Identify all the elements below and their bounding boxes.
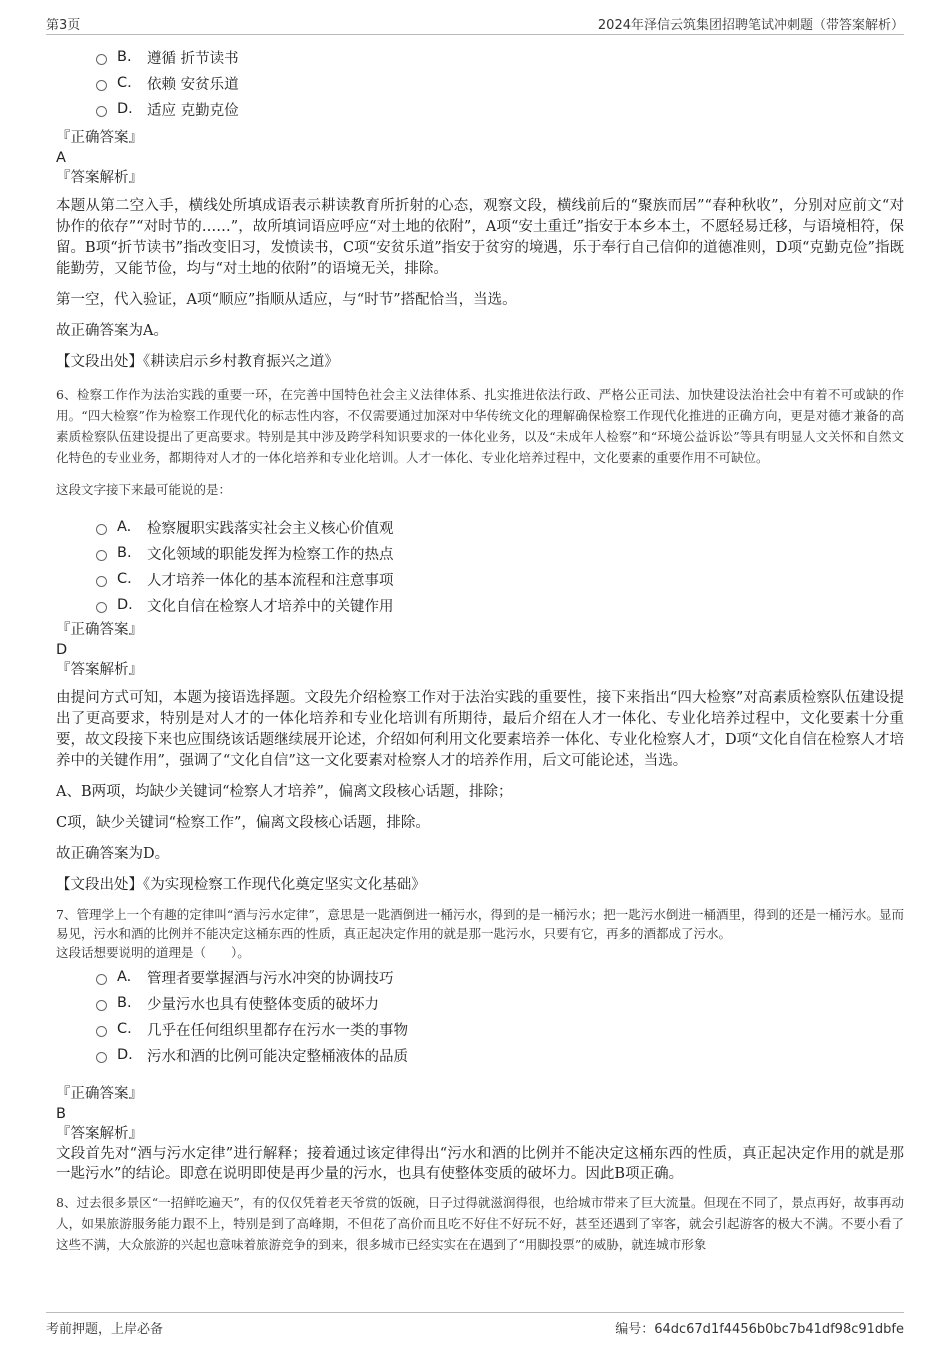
q7-answer: B <box>56 1106 66 1122</box>
q6-answer: D <box>56 642 68 658</box>
q6-question: 6、检察工作作为法治实践的重要一环，在完善中国特色社会主义法律体系、扎实推进依法行政、严格公正司法、加快建设法治社会中有着不可或缺的作用。“四大检察”作为检察工作现代化的标志性内容，不仅需要通过加深对中华传统文化的理解确保检察工作现代化推进的正确方向，更是对德才兼备的高素质检察队伍建设提出了更高要求。特别是其中涉及跨学科知识要求的一体化业务，以及“未成年人检察”和“环境公益诉讼”等具有明显人文关怀和自然文化特色的专业业务，都期待对人才的一体化培养和专业化培训。人才一体化、专业化培养过程中，文化要素的重要作用不可缺位。 <box>56 387 904 465</box>
q7-prompt: 这段话想要说明的道理是（ ）。 <box>56 945 250 960</box>
q6-option-a[interactable]: A. 检察履职实践落实社会主义核心价值观 <box>96 514 904 540</box>
q5-option-d[interactable]: D. 适应 克勤克俭 <box>96 96 904 122</box>
document-id: 编号：64dc67d1f4456b0bc7b41df98c91dbfe <box>615 1322 904 1337</box>
radio-icon[interactable] <box>96 106 107 117</box>
q5-analysis-p2: 第一空，代入验证，A项“顺应”指顺从适应，与“时节”搭配恰当，当选。 <box>56 292 517 308</box>
q5-option-b[interactable]: B. 遵循 折节读书 <box>96 44 904 70</box>
page-number: 第3页 <box>46 18 81 33</box>
q5-source: 【文段出处】《耕读启示乡村教育振兴之道》 <box>56 354 339 370</box>
radio-icon[interactable] <box>96 974 107 985</box>
q7-correct-label: 『正确答案』 <box>56 1086 143 1102</box>
q6-option-d[interactable]: D. 文化自信在检察人才培养中的关键作用 <box>96 592 904 618</box>
q6-correct-label: 『正确答案』 <box>56 622 143 638</box>
q5-correct-label: 『正确答案』 <box>56 130 143 146</box>
page-content <box>56 42 904 1255</box>
q5-options <box>56 44 904 122</box>
q7-option-d[interactable]: D. 污水和酒的比例可能决定整桶液体的品质 <box>96 1042 904 1068</box>
page-header <box>46 10 904 35</box>
q7-analysis: 文段首先对“酒与污水定律”进行解释；接着通过该定律得出“污水和酒的比例并不能决定这桶东西的性质，真正起决定作用的就是那一匙污水”的结论。即意在说明即使是再少量的污水，也具有使整体变质的破坏力。因此B项正确。 <box>56 1146 904 1182</box>
q7-analysis-label: 『答案解析』 <box>56 1126 143 1142</box>
q5-analysis-p1: 本题从第二空入手，横线处所填成语表示耕读教育所折射的心态，观察文段，横线前后的“聚族而居”“春种秋收”，分别对应前文“对协作的依存”“对时节的……”，故所填词语应呼应“对土地的依附”，A项“安土重迁”指安于本乡本土，不愿轻易迁移，与语境相符，保留。B项“折节读书”指改变旧习，发愤读书，C项“安贫乐道”指安于贫穷的境遇，乐于奉行自己信仰的道德准则，D项“克勤克俭”指既能勤劳，又能节俭，均与“对土地的依附”的语境无关，排除。 <box>56 198 904 277</box>
q8-question: 8、过去很多景区“一招鲜吃遍天”，有的仅仅凭着老天爷赏的饭碗，日子过得就滋润得很，也给城市带来了巨大流量。但现在不同了，景点再好，故事再动人，如果旅游服务能力跟不上，特别是到了高峰期，不但花了高价而且吃不好住不好玩不好，甚至还遇到了宰客，就会引起游客的极大不满。不要小看了这些不满，大众旅游的兴起也意味着旅游竞争的到来，很多城市已经实实在在遇到了“用脚投票”的威胁，就连城市形象 <box>56 1195 904 1252</box>
q5-analysis-label: 『答案解析』 <box>56 170 143 186</box>
q6-option-c[interactable]: C. 人才培养一体化的基本流程和注意事项 <box>96 566 904 592</box>
q7-option-a[interactable]: A. 管理者要掌握酒与污水冲突的协调技巧 <box>96 964 904 990</box>
q6-analysis-p4: 故正确答案为D。 <box>56 846 170 862</box>
document-title: 2024年泽信云筑集团招聘笔试冲刺题（带答案解析） <box>597 18 904 33</box>
q6-option-b[interactable]: B. 文化领域的职能发挥为检察工作的热点 <box>96 540 904 566</box>
q7-question: 7、管理学上一个有趣的定律叫“酒与污水定律”，意思是一匙酒倒进一桶污水，得到的是一桶污水；把一匙污水倒进一桶酒里，得到的还是一桶污水。显而易见，污水和酒的比例并不能决定这桶东西的性质，真正起决定作用的就是那一匙污水，只要有它，再多的酒都成了污水。 <box>56 907 904 941</box>
radio-icon[interactable] <box>96 1026 107 1037</box>
page-footer <box>46 1312 904 1339</box>
q6-prompt: 这段文字接下来最可能说的是： <box>56 482 232 497</box>
q6-options <box>56 514 904 618</box>
radio-icon[interactable] <box>96 1052 107 1063</box>
q7-option-b[interactable]: B. 少量污水也具有使整体变质的破坏力 <box>96 990 904 1016</box>
q7-options <box>56 964 904 1068</box>
footer-slogan: 考前押题，上岸必备 <box>46 1322 164 1337</box>
radio-icon[interactable] <box>96 550 107 561</box>
q7-option-c[interactable]: C. 几乎在任何组织里都存在污水一类的事物 <box>96 1016 904 1042</box>
radio-icon[interactable] <box>96 80 107 91</box>
q5-option-c[interactable]: C. 依赖 安贫乐道 <box>96 70 904 96</box>
radio-icon[interactable] <box>96 602 107 613</box>
q5-analysis-p3: 故正确答案为A。 <box>56 323 168 339</box>
q6-source: 【文段出处】《为实现检察工作现代化奠定坚实文化基础》 <box>56 877 426 893</box>
q6-analysis-p3: C项，缺少关键词“检察工作”，偏离文段核心话题，排除。 <box>56 815 430 831</box>
q6-analysis-label: 『答案解析』 <box>56 662 143 678</box>
radio-icon[interactable] <box>96 1000 107 1011</box>
radio-icon[interactable] <box>96 576 107 587</box>
radio-icon[interactable] <box>96 524 107 535</box>
radio-icon[interactable] <box>96 54 107 65</box>
q6-analysis-p1: 由提问方式可知，本题为接语选择题。文段先介绍检察工作对于法治实践的重要性，接下来指出“四大检察”对高素质检察队伍建设提出了更高要求，特别是对人才的一体化培养和专业化培训有所期待，最后介绍在人才一体化、专业化培养过程中，文化要素十分重要，故文段接下来也应围绕该话题继续展开论述，介绍如何利用文化要素培养一体化、专业化检察人才，D项“文化自信在检察人才培养中的关键作用”，强调了“文化自信”这一文化要素对检察人才的培养作用，后文可能论述，当选。 <box>56 690 904 769</box>
q5-answer: A <box>56 150 66 166</box>
q6-analysis-p2: A、B两项，均缺少关键词“检察人才培养”，偏离文段核心话题，排除； <box>56 784 513 800</box>
